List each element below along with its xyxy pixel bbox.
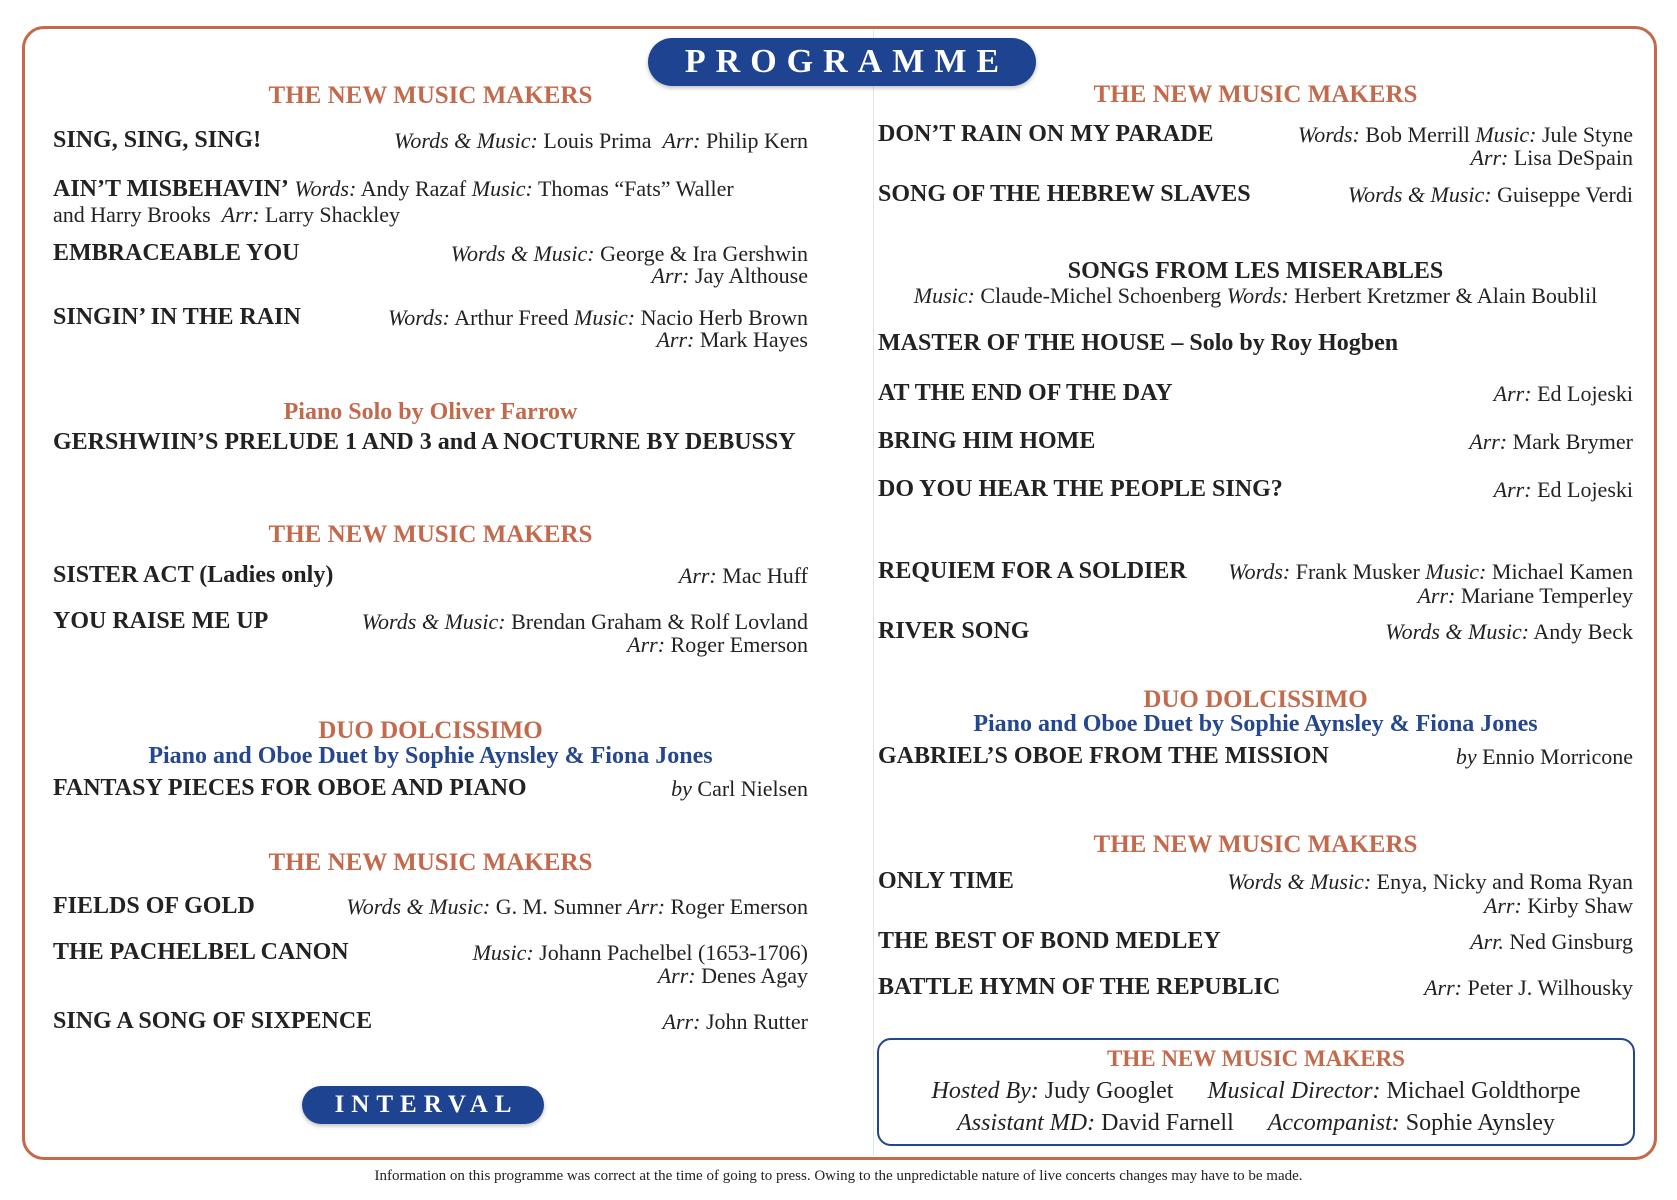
song-arranger: Arr: Ed Lojeski	[1493, 477, 1633, 502]
disclaimer: Information on this programme was correct at the time of going to press. Owing to the unpredictable nature of live concerts changes may have to be made.	[374, 1168, 1303, 1184]
song-credit: Words & Music: Brendan Graham & Rolf Lovland	[361, 609, 808, 634]
song-title: SING, SING, SING!	[53, 127, 262, 153]
song-credit: Words & Music: Louis Prima Arr: Philip Kern	[394, 128, 808, 153]
song-title: DON’T RAIN ON MY PARADE	[878, 121, 1214, 147]
song-credit: Words: Frank Musker Music: Michael Kamen	[1228, 559, 1633, 584]
piano-solo-heading: Piano Solo by Oliver Farrow	[283, 399, 578, 425]
fold-line	[873, 30, 874, 1156]
credits-box	[877, 1038, 1635, 1146]
duo-heading: DUO DOLCISSIMO	[1143, 686, 1368, 713]
section-heading: THE NEW MUSIC MAKERS	[268, 849, 593, 876]
song-composer: by Ennio Morricone	[1455, 744, 1633, 769]
song-title: MASTER OF THE HOUSE – Solo by Roy Hogben	[878, 330, 1399, 356]
song-title: AIN’T MISBEHAVIN’	[53, 176, 289, 202]
section-heading: THE NEW MUSIC MAKERS	[1093, 81, 1418, 108]
song-arranger: Arr: Denes Agay	[657, 963, 808, 988]
song-arranger: Arr: Roger Emerson	[627, 632, 808, 657]
song-title: ONLY TIME	[878, 868, 1014, 894]
song-title: SINGIN’ IN THE RAIN	[53, 304, 301, 330]
song-title: AT THE END OF THE DAY	[878, 380, 1173, 406]
song-credit: Words & Music: George & Ira Gershwin	[450, 241, 808, 266]
song-credit: Words & Music: Enya, Nicky and Roma Ryan	[1227, 869, 1633, 894]
song-arranger: Arr: Jay Althouse	[651, 263, 808, 288]
song-arranger: Arr. Ned Ginsburg	[1470, 929, 1633, 954]
song-arranger: Arr: John Rutter	[662, 1009, 808, 1034]
song-title: FANTASY PIECES FOR OBOE AND PIANO	[53, 775, 527, 801]
song-title: FIELDS OF GOLD	[53, 893, 255, 919]
song-arranger: Arr: Mark Hayes	[656, 327, 808, 352]
song-title: BATTLE HYMN OF THE REPUBLIC	[878, 974, 1281, 1000]
song-title: RIVER SONG	[878, 618, 1030, 644]
right-column	[878, 0, 1633, 1200]
song-title: THE BEST OF BOND MEDLEY	[878, 928, 1221, 954]
song-entry: AIN’T MISBEHAVIN’ Words: Andy Razaf Music: Thomas “Fats” Waller and Harry Brooks Arr: Larry Shackley	[53, 176, 734, 227]
duo-heading: DUO DOLCISSIMO	[318, 717, 543, 744]
song-arranger: Arr: Kirby Shaw	[1483, 893, 1633, 918]
song-title: SISTER ACT (Ladies only)	[53, 562, 334, 588]
credits-line: Hosted By: Judy Googlet Musical Director: Michael Goldthorpe	[931, 1078, 1581, 1104]
credits-heading: THE NEW MUSIC MAKERS	[1107, 1046, 1405, 1071]
programme-title: PROGRAMME	[648, 38, 1036, 86]
song-title: DO YOU HEAR THE PEOPLE SING?	[878, 476, 1283, 502]
song-credit: Words & Music: G. M. Sumner Arr: Roger Emerson	[346, 894, 808, 919]
section-heading: THE NEW MUSIC MAKERS	[268, 82, 593, 109]
song-title: THE PACHELBEL CANON	[53, 939, 349, 965]
song-arranger: Arr: Peter J. Wilhousky	[1424, 975, 1633, 1000]
song-title: GABRIEL’S OBOE FROM THE MISSION	[878, 743, 1329, 769]
song-arranger: Arr: Mark Brymer	[1469, 429, 1633, 454]
song-title: SING A SONG OF SIXPENCE	[53, 1008, 373, 1034]
song-title: REQUIEM FOR A SOLDIER	[878, 558, 1187, 584]
song-arranger: Arr: Mariane Temperley	[1417, 583, 1633, 608]
song-title: EMBRACEABLE YOU	[53, 240, 300, 266]
song-arranger: Arr: Ed Lojeski	[1493, 381, 1633, 406]
credits-line: Assistant MD: David Farnell Accompanist: Sophie Aynsley	[957, 1110, 1555, 1136]
song-arranger: Arr: Mac Huff	[678, 563, 808, 588]
song-title: GERSHWIIN’S PRELUDE 1 AND 3 and A NOCTURNE BY DEBUSSY	[53, 429, 796, 455]
song-title: YOU RAISE ME UP	[53, 608, 269, 634]
les-mis-credits: Music: Claude-Michel Schoenberg Words: Herbert Kretzmer & Alain Boublil	[913, 283, 1598, 308]
song-composer: by Carl Nielsen	[671, 776, 808, 801]
song-title: SONG OF THE HEBREW SLAVES	[878, 181, 1251, 207]
duo-subheading: Piano and Oboe Duet by Sophie Aynsley & Fiona Jones	[148, 743, 713, 769]
section-heading: THE NEW MUSIC MAKERS	[1093, 831, 1418, 858]
song-credit: Music: Johann Pachelbel (1653-1706)	[472, 940, 808, 965]
song-credit: Words & Music: Andy Beck	[1385, 619, 1633, 644]
les-mis-heading: SONGS FROM LES MISERABLES	[1067, 258, 1444, 284]
song-title: BRING HIM HOME	[878, 428, 1096, 454]
song-credit: Words & Music: Guiseppe Verdi	[1347, 182, 1633, 207]
duo-subheading: Piano and Oboe Duet by Sophie Aynsley & Fiona Jones	[973, 711, 1538, 737]
left-column	[53, 0, 808, 1200]
section-heading: THE NEW MUSIC MAKERS	[268, 521, 593, 548]
interval-badge: INTERVAL	[302, 1086, 544, 1124]
song-credit: Words: Bob Merrill Music: Jule Styne	[1297, 122, 1633, 147]
song-credit: Words: Arthur Freed Music: Nacio Herb Brown	[388, 305, 808, 330]
song-arranger: Arr: Lisa DeSpain	[1470, 145, 1633, 170]
